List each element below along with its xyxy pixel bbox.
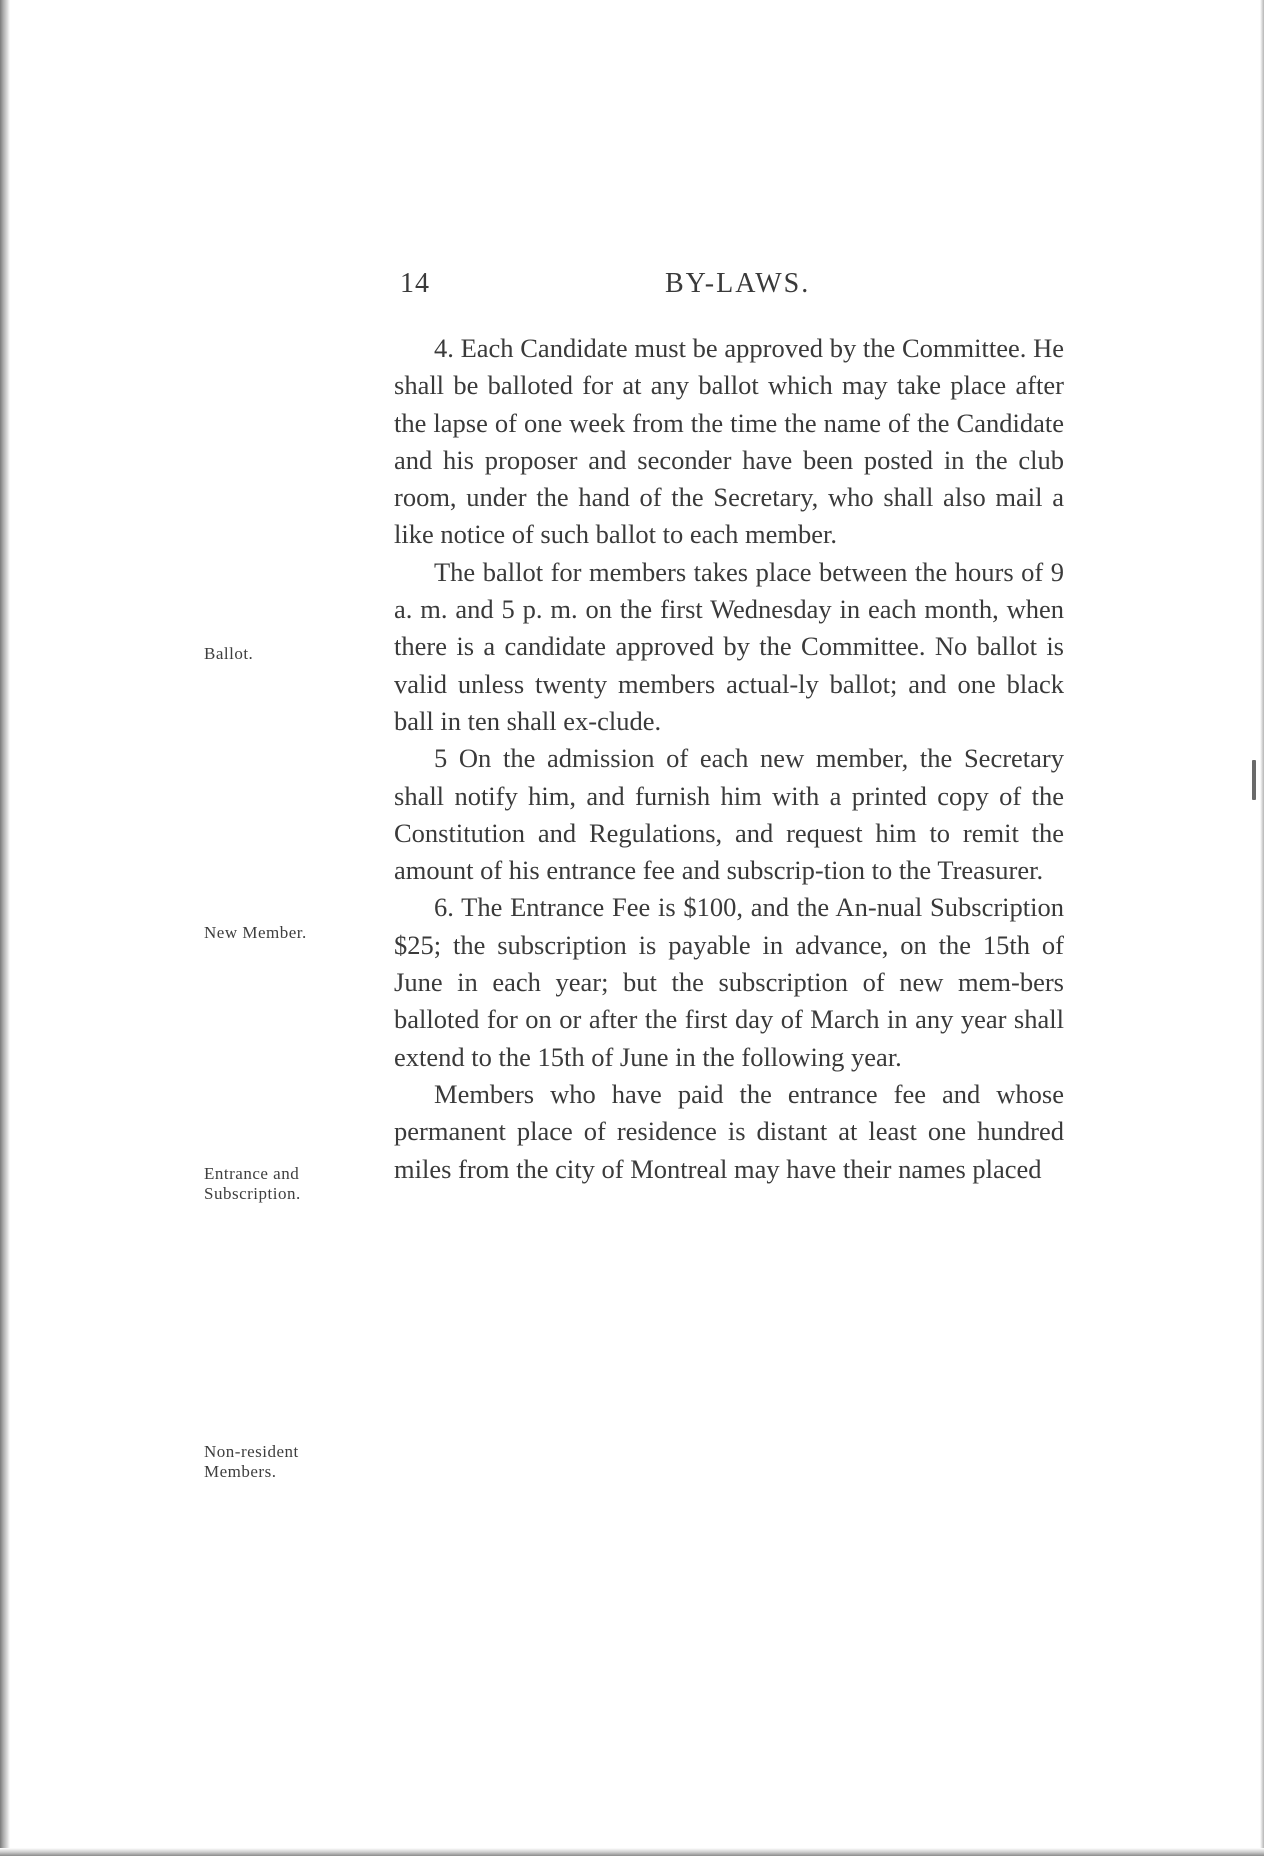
running-title: BY-LAWS. <box>665 268 811 299</box>
paragraph-non-resident: Members who have paid the entrance fee and whose permanent place of residence is distant at least one hundred miles from the city of Montreal may have their names placed <box>394 1078 1064 1184</box>
paragraph-rule-4: 4. Each Candidate must be approved by the Committee. He shall be balloted for at any ballot which may take place after the lapse of one week from the time the name of the Candidate and his proposer and seconder have been posted in the club room, under the hand of the Secretary, who shall also mail a like notice of such ballot to each member. <box>394 333 1064 550</box>
paragraph-rule-6: 6. The Entrance Fee is $100, and the An-nual Subscription $25; the subscription is payable in advance, on the 15th of June in each year; but the subscription of new mem-bers balloted for on or after the first day of March in any year shall extend to the 15th of June in the following year. <box>394 892 1064 1072</box>
margin-note-ballot: Ballot. <box>204 644 254 663</box>
paragraph-ballot: The ballot for members takes place between the hours of 9 a. m. and 5 p. m. on the first Wednesday in each month, when there is a candidate approved by the Committee. No ballot is valid unless twenty members actual-ly ballot; and one black ball in ten shall ex-clude. <box>394 556 1064 736</box>
page-body <box>394 330 1064 1188</box>
margin-note-entrance-subscription: Entrance and Subscription. <box>204 1164 301 1203</box>
paragraph-rule-5: 5 On the admission of each new member, the Secretary shall notify him, and furnish him with a printed copy of the Constitution and Regulations, and request him to remit the amount of his entrance fee and subscrip-tion to the Treasurer. <box>394 743 1064 886</box>
page-number: 14 <box>400 268 430 299</box>
scan-edge-left <box>0 0 10 1856</box>
scan-mark <box>1252 760 1256 800</box>
scan-edge-right <box>1260 0 1264 1856</box>
scan-edge-bottom <box>0 1848 1264 1856</box>
margin-note-non-resident-members: Non-resident Members. <box>204 1442 299 1481</box>
margin-note-new-member: New Member. <box>204 923 307 942</box>
page-header <box>400 268 1060 308</box>
